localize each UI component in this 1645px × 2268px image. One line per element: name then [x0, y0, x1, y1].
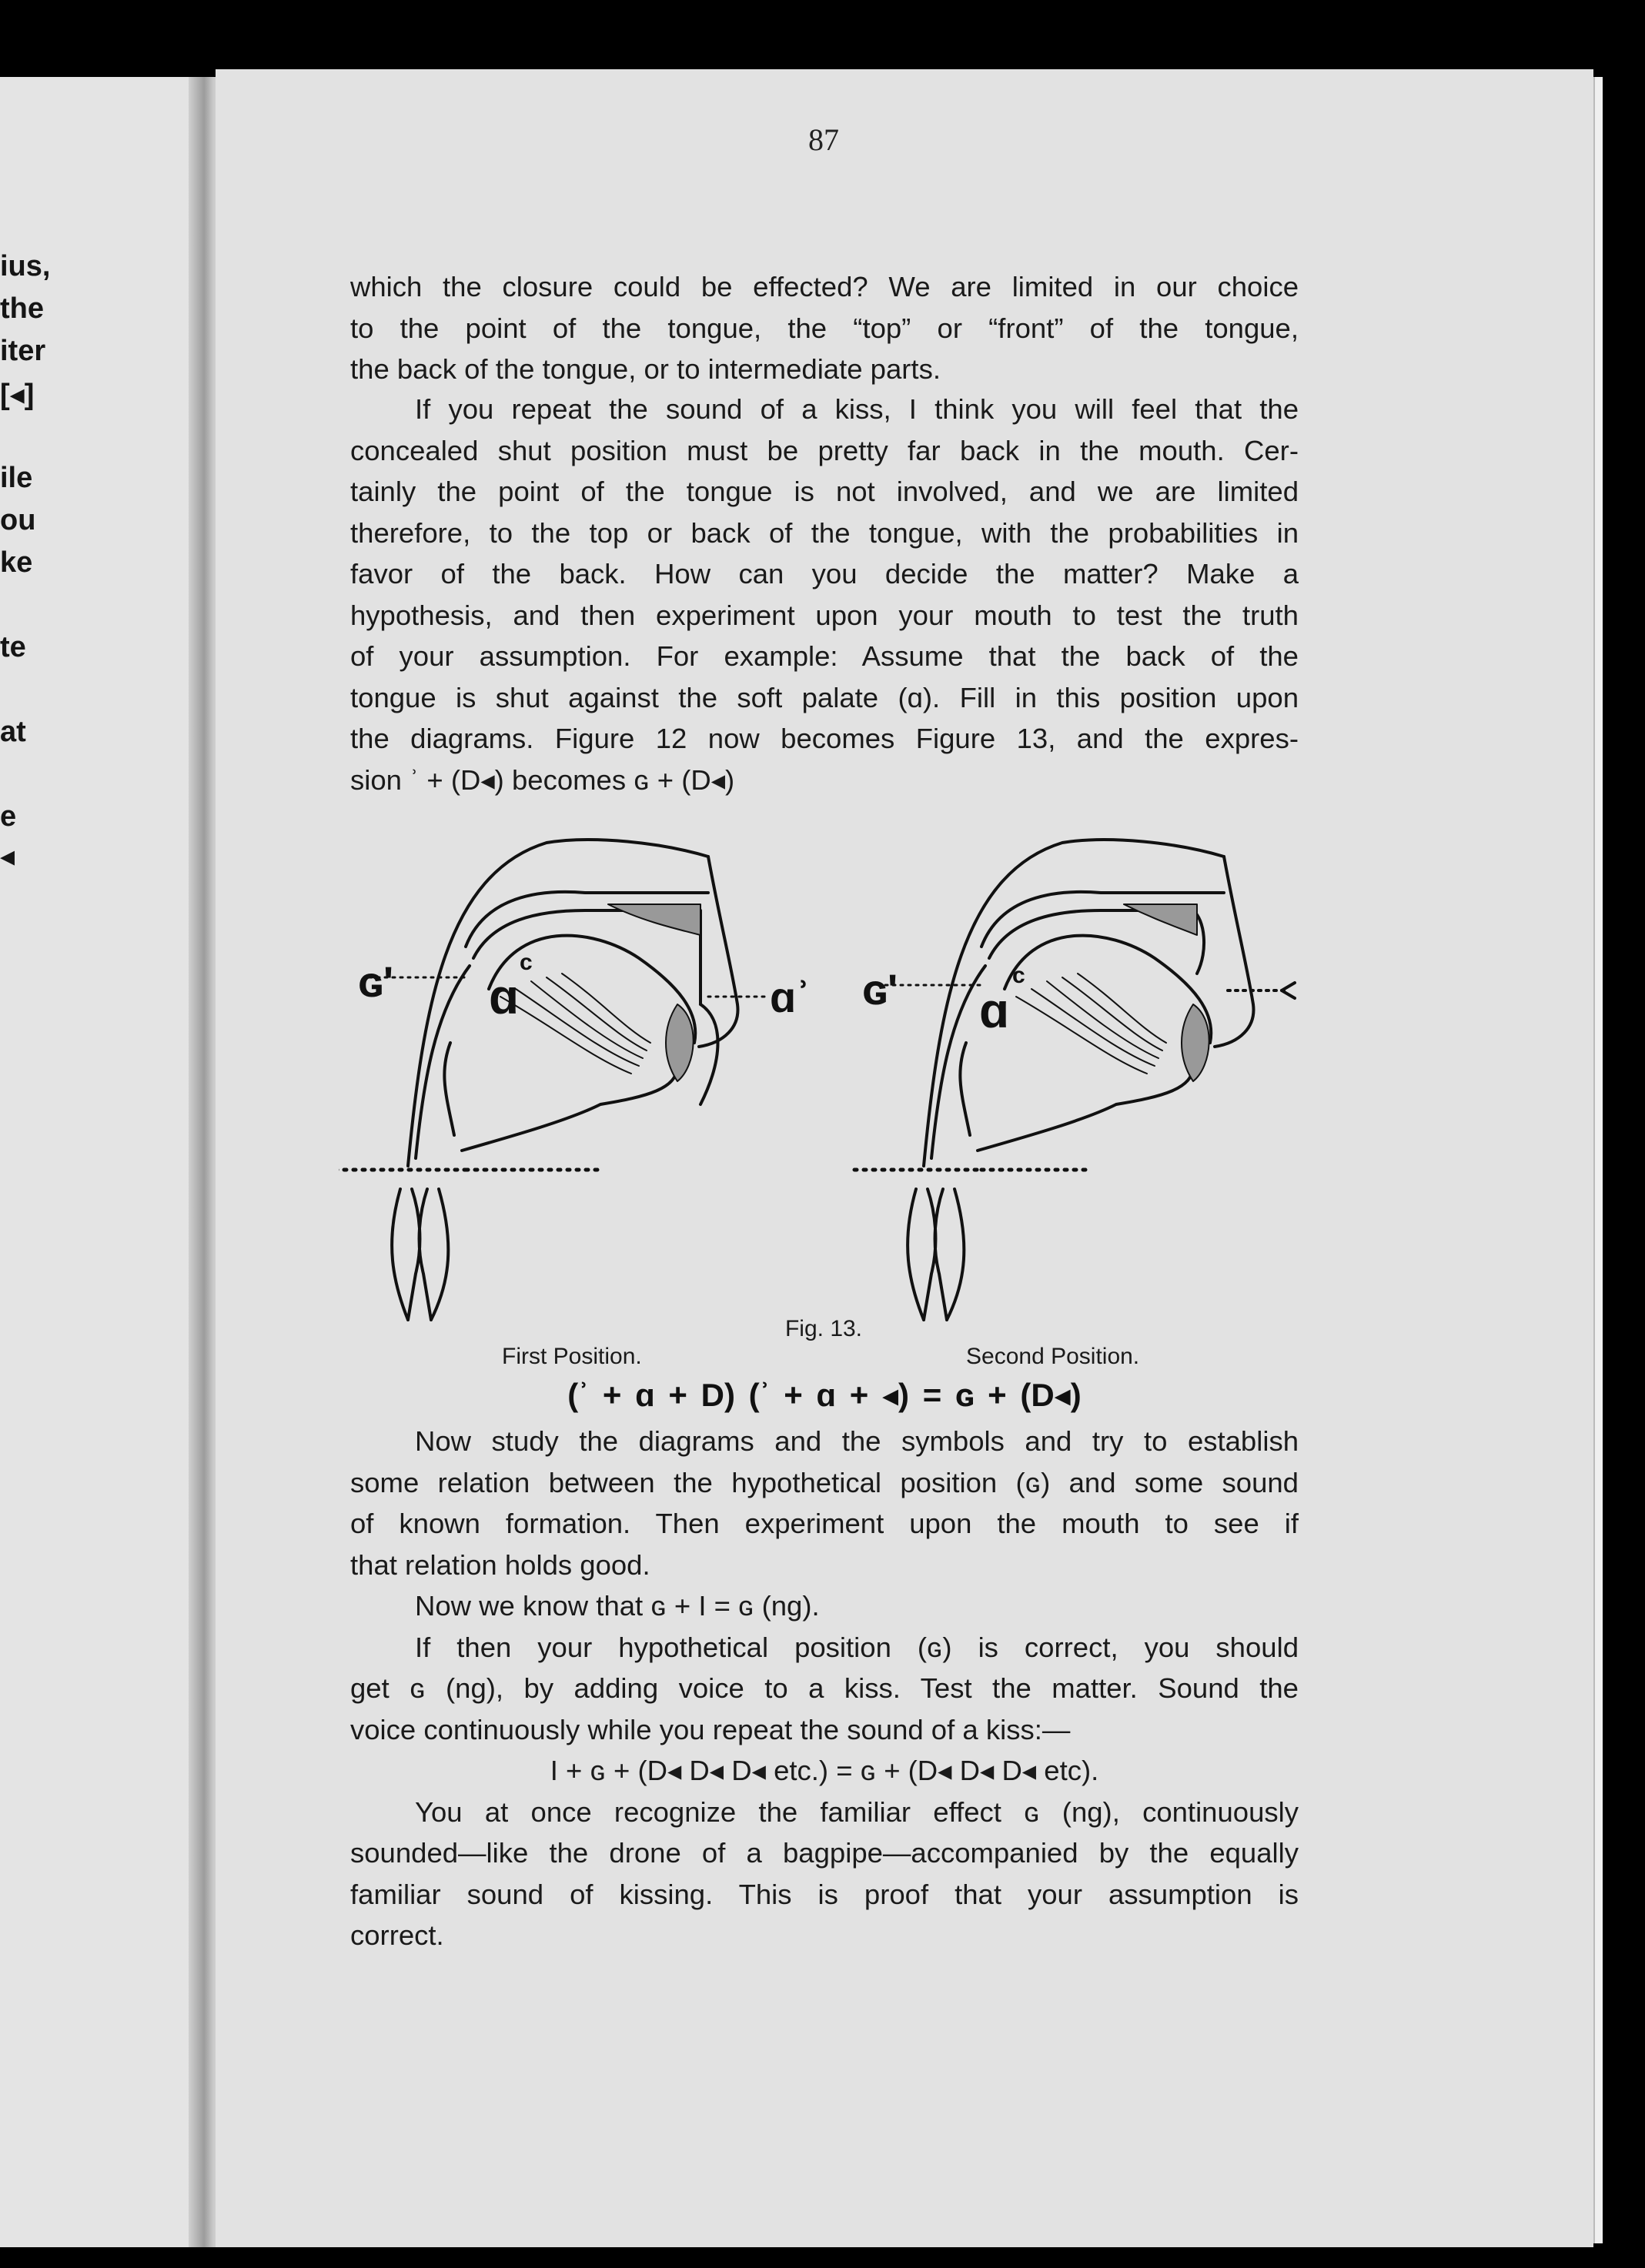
left-page-fragment: te: [0, 631, 26, 663]
left-back-symbol: ɢʹ: [358, 957, 394, 1006]
left-page-fragment: [◂]: [0, 379, 35, 411]
paragraph-bottom: [350, 1421, 1299, 1956]
para-top-2-line: therefore, to the top or back of the tongue, with the probabilities in: [350, 516, 1299, 549]
para-top-2-line: tongue is shut against the soft palate (ɑ). Fill in this position upon: [350, 681, 1299, 713]
epiglottis: [444, 1043, 454, 1135]
larynx-left: [392, 1189, 420, 1320]
para-bottom-line: familiar sound of kissing. This is proof that your assumption is: [350, 1878, 1299, 1910]
left-page-fragment: ius,: [0, 250, 51, 282]
right-tongue-sup: c: [1012, 963, 1025, 988]
palate-shading: [1124, 904, 1197, 935]
para-top-2-line: If you repeat the sound of a kiss, I think you will feel that the: [415, 393, 1299, 425]
para-top-2-line: concealed shut position must be pretty far back in the mouth. Cer-: [350, 434, 1299, 466]
caption-second-position: Second Position.: [966, 1344, 1140, 1369]
para-top-2-line: of your assumption. For example: Assume that the back of the: [350, 640, 1299, 672]
para-bottom-line: If then your hypothetical position (ɢ) is correct, you should: [415, 1631, 1299, 1663]
right-tongue-symbol: ɑ: [979, 983, 1010, 1038]
caption-first-position: First Position.: [502, 1344, 642, 1369]
para-bottom-line: Now study the diagrams and the symbols and try to establish: [415, 1425, 1299, 1457]
pharynx-back: [416, 966, 470, 1158]
para-top-1-line: the back of the tongue, or to intermediate parts.: [350, 353, 941, 385]
left-page-fragment: the: [0, 292, 44, 325]
first-position-diagram: [339, 840, 766, 1320]
para-bottom-line: that relation holds good.: [350, 1548, 650, 1581]
lower-lip: [700, 1004, 718, 1104]
left-tongue-sup: c: [520, 950, 533, 975]
left-page-fragment: iter: [0, 335, 46, 367]
figure-formula: (ʾ + ɑ + D) (ʾ + ɑ + ◂) = ɢ + (D◂): [567, 1377, 1082, 1413]
para-top-2-line: sion ʾ + (D◂) becomes ɢ + (D◂): [350, 763, 735, 796]
larynx-left: [908, 1189, 935, 1320]
second-position-diagram: [854, 840, 1295, 1320]
left-lip-symbol: ɑʾ: [770, 973, 811, 1021]
para-top-2-line: hypothesis, and then experiment upon your mouth to test the truth: [350, 599, 1299, 631]
paragraph-top-2: [350, 389, 1299, 800]
nose-outline: [1215, 857, 1253, 1047]
lip-shading: [666, 1004, 694, 1081]
left-page-fragment: ◂: [0, 840, 15, 873]
para-bottom-line: of known formation. Then experiment upon the mouth to see if: [350, 1508, 1299, 1539]
tongue-outline: [1005, 936, 1211, 1043]
nose-outline: [699, 857, 737, 1047]
para-bottom-line: I + ɢ + (D◂ D◂ D◂ etc.) = ɢ + (D◂ D◂ D◂ etc).: [550, 1755, 1099, 1786]
left-page-fragment: ke: [0, 546, 33, 579]
epiglottis: [960, 1043, 970, 1135]
paragraph-top-1: [350, 266, 1299, 390]
para-bottom-line: some relation between the hypothetical position (ɢ) and some sound: [350, 1466, 1299, 1498]
tongue-muscle-fibers: [1016, 974, 1166, 1074]
page-number: 87: [808, 122, 839, 157]
para-bottom-line: correct.: [350, 1919, 444, 1951]
figure-13-diagrams: [339, 812, 1316, 1343]
para-top-2-line: tainly the point of the tongue is not involved, and we are limited: [350, 476, 1299, 507]
para-bottom-line: get ɢ (ng), by adding voice to a kiss. Test the matter. Sound the: [350, 1672, 1299, 1704]
para-top-2-line: the diagrams. Figure 12 now becomes Figure 13, and the expres-: [350, 723, 1299, 754]
para-bottom-line: voice continuously while you repeat the sound of a kiss:—: [350, 1713, 1071, 1745]
left-page-fragment: ile: [0, 462, 33, 494]
palate-shading: [608, 904, 700, 935]
left-page-fragment: ou: [0, 504, 36, 536]
para-top-1-line: to the point of the tongue, the “top” or “front” of the tongue,: [350, 312, 1299, 344]
para-top-2-line: favor of the back. How can you decide the matter? Make a: [350, 558, 1299, 590]
lower-jaw: [462, 1066, 677, 1151]
pharynx-back: [931, 966, 985, 1158]
para-bottom-line: sounded—like the drone of a bagpipe—accompanied by the equally: [350, 1837, 1299, 1869]
figure-label: Fig. 13.: [784, 1316, 863, 1341]
page-edge: [1593, 77, 1603, 2243]
lip-arrow: [1282, 983, 1295, 998]
lower-jaw: [978, 1066, 1193, 1151]
lip-shading: [1182, 1004, 1209, 1081]
left-page-fragment: at: [0, 716, 26, 748]
larynx-right: [935, 1189, 965, 1320]
larynx-right: [420, 1189, 449, 1320]
para-bottom-line: You at once recognize the familiar effect ɢ (ng), continuously: [415, 1795, 1299, 1828]
para-top-1-line: which the closure could be effected? We are limited in our choice: [350, 271, 1299, 302]
para-bottom-line: Now we know that ɢ + I = ɢ (ng).: [415, 1590, 820, 1622]
tongue-muscle-fibers: [500, 974, 650, 1074]
left-tongue-symbol: ɑ: [489, 969, 520, 1024]
right-back-symbol: ɢʹ: [862, 965, 898, 1014]
left-page-fragment: e: [0, 800, 17, 833]
left-page-edge: [0, 77, 208, 2247]
